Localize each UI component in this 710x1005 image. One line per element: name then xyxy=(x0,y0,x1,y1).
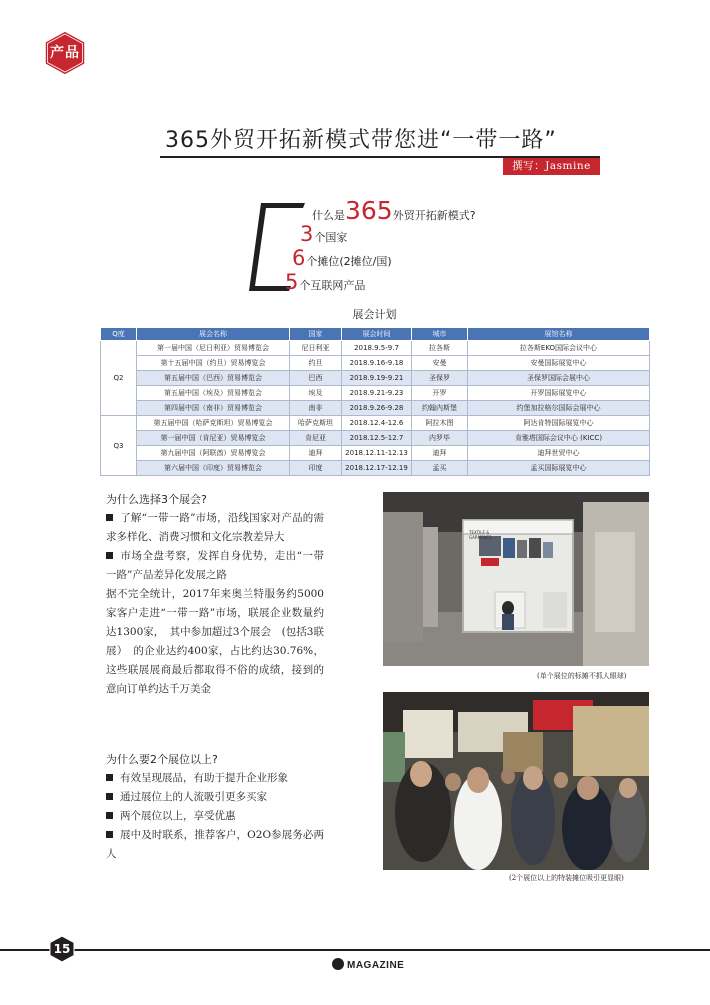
booth-sign-text: TEXTILE & GARMENTS xyxy=(469,530,492,540)
photo-single-booth xyxy=(383,492,649,666)
stat-booths-number: 6 xyxy=(292,246,306,270)
table-cell: 第五届中国（哈萨克斯坦）贸易博览会 xyxy=(137,416,290,431)
stat-question xyxy=(312,196,476,225)
table-caption: 展会计划 xyxy=(352,308,397,321)
column-header: 国家 xyxy=(290,328,342,341)
table-cell: 迪拜 xyxy=(290,446,342,461)
table-cell: 2018.12.17-12.19 xyxy=(342,461,412,476)
column-header: 展馆名称 xyxy=(468,328,650,341)
table-row xyxy=(101,371,650,386)
table-cell: 2018.9.26-9.28 xyxy=(342,401,412,416)
square-bullet-icon xyxy=(106,514,113,521)
bullet-text: 了解“一带一路”市场，沿线国家对产品的需求多样化、消费习惯和文化宗教差异大 xyxy=(106,512,324,543)
table-header-row xyxy=(101,328,650,341)
booth-photo-illustration xyxy=(383,492,649,666)
crowd-photo-illustration xyxy=(383,692,649,870)
section-heading: 为什么选择3个展会? xyxy=(106,493,207,506)
magazine-logo xyxy=(332,958,404,974)
photo-special-booths xyxy=(383,692,649,870)
table-cell: 肯尼亚 xyxy=(290,431,342,446)
table-row xyxy=(101,386,650,401)
author-tag: 撰写：Jasmine xyxy=(503,158,600,175)
table-cell: 拉各斯EKO国际会议中心 xyxy=(468,341,650,356)
paragraph: 据不完全统计，2017年来奥兰特服务约5000家客户走进“一带一路”市场，联展企业数量约达1300家， 其中参加超过3个展会 (包括3联展） 的企业达约400家，占比约达30.76%，这些联展展商最后都取得不俗的成绩，接到的意向订单约达千万美金 xyxy=(106,588,324,695)
table-cell: 2018.9.19-9.21 xyxy=(342,371,412,386)
table-cell: 印度 xyxy=(290,461,342,476)
column-header: 城市 xyxy=(412,328,468,341)
table-cell: 第四届中国（南非）贸易博览会 xyxy=(137,401,290,416)
table-cell: 2018.12.5-12.7 xyxy=(342,431,412,446)
bullet-text: 通过展位上的人流吸引更多买家 xyxy=(120,791,267,803)
table-cell: 约旦 xyxy=(290,356,342,371)
exhibition-plan-table xyxy=(100,327,650,476)
table-row xyxy=(101,446,650,461)
bullet-item xyxy=(106,826,324,864)
table-cell: 圣保罗国际会展中心 xyxy=(468,371,650,386)
table-cell: 孟买国际展览中心 xyxy=(468,461,650,476)
table-cell: 拉各斯 xyxy=(412,341,468,356)
magazine-name: MAGAZINE xyxy=(347,960,405,971)
bullet-item xyxy=(106,769,324,788)
square-bullet-icon xyxy=(106,793,113,800)
table-row xyxy=(101,401,650,416)
section-badge-label: 产品 xyxy=(50,45,80,61)
stat-products-label: 个互联网产品 xyxy=(299,279,366,292)
bullet-item xyxy=(106,509,324,547)
table-cell: 巴西 xyxy=(290,371,342,386)
table-cell: 第五届中国（埃及）贸易博览会 xyxy=(137,386,290,401)
square-bullet-icon xyxy=(106,831,113,838)
stat-booths-label: 个摊位(2摊位/国) xyxy=(306,255,392,268)
stat-countries xyxy=(300,222,347,246)
stat-question-prefix: 什么是 xyxy=(312,209,345,222)
section-why-two-booths xyxy=(106,750,324,864)
table-row xyxy=(101,461,650,476)
table-cell: 第六届中国（印度）贸易博览会 xyxy=(137,461,290,476)
page-number-badge xyxy=(48,935,76,963)
table-cell: 尼日利亚 xyxy=(290,341,342,356)
stat-question-suffix: 外贸开拓新模式? xyxy=(392,209,476,222)
photo-caption: (2个展位以上的特装摊位吸引更显眼) xyxy=(509,874,624,882)
table-cell: 第十五届中国（约旦）贸易博览会 xyxy=(137,356,290,371)
page-number: 15 xyxy=(53,942,71,956)
table-cell: 2018.12.11-12.13 xyxy=(342,446,412,461)
table-cell: 2018.12.4-12.6 xyxy=(342,416,412,431)
article-title: 365外贸开拓新模式带您进“一带一路” xyxy=(165,128,557,153)
table-cell: 约堡加拉格尔国际会展中心 xyxy=(468,401,650,416)
globe-icon xyxy=(332,958,344,970)
table-cell: 南非 xyxy=(290,401,342,416)
table-cell: 圣保罗 xyxy=(412,371,468,386)
footer-rule xyxy=(0,949,710,951)
table-cell: 安曼 xyxy=(412,356,468,371)
table-cell: 第五届中国（巴西）贸易博览会 xyxy=(137,371,290,386)
table-cell: 第九届中国（阿联酋）贸易博览会 xyxy=(137,446,290,461)
table-cell: 开罗国际展览中心 xyxy=(468,386,650,401)
section-why-three-shows xyxy=(106,490,324,699)
square-bullet-icon xyxy=(106,812,113,819)
stat-products-number: 5 xyxy=(285,270,299,294)
table-cell: 阿达肯特国际展览中心 xyxy=(468,416,650,431)
table-cell: 孟买 xyxy=(412,461,468,476)
bullet-text: 展中及时联系，推荐客户，O2O参展务必两人 xyxy=(106,829,324,860)
table-cell: 迪拜 xyxy=(412,446,468,461)
bullet-item xyxy=(106,547,324,585)
table-cell: 阿拉木图 xyxy=(412,416,468,431)
table-cell: 内罗毕 xyxy=(412,431,468,446)
table-cell: 2018.9.16-9.18 xyxy=(342,356,412,371)
photo-caption: (单个展位的标摊不抓人眼球) xyxy=(537,672,627,680)
table-cell: 哈萨克斯坦 xyxy=(290,416,342,431)
bullet-item xyxy=(106,807,324,826)
square-bullet-icon xyxy=(106,552,113,559)
bullet-text: 市场全盘考察，发挥自身优势，走出“一带一路”产品差异化发展之路 xyxy=(106,550,324,581)
table-cell: 安曼国际展览中心 xyxy=(468,356,650,371)
table-cell: 第一届中国（尼日利亚）贸易博览会 xyxy=(137,341,290,356)
section-badge xyxy=(42,30,88,76)
bullet-text: 两个展位以上，享受优惠 xyxy=(120,810,236,822)
square-bullet-icon xyxy=(106,774,113,781)
stat-question-number: 365 xyxy=(345,196,393,225)
bullet-text: 有效呈现展品，有助于提升企业形象 xyxy=(120,772,288,784)
table-cell: 2018.9.21-9.23 xyxy=(342,386,412,401)
bullet-item xyxy=(106,788,324,807)
stat-products xyxy=(285,270,365,294)
quarter-cell: Q3 xyxy=(101,416,137,476)
table-cell: 2018.9.5-9.7 xyxy=(342,341,412,356)
stat-countries-number: 3 xyxy=(300,222,314,246)
table-row xyxy=(101,356,650,371)
column-header: 展会名称 xyxy=(137,328,290,341)
stat-countries-label: 个国家 xyxy=(314,231,348,244)
column-header: Q度 xyxy=(101,328,137,341)
section-heading: 为什么要2个展位以上? xyxy=(106,753,218,766)
table-row xyxy=(101,341,650,356)
quarter-cell: Q2 xyxy=(101,341,137,416)
table-cell: 第一届中国（肯尼亚）贸易博览会 xyxy=(137,431,290,446)
table-row xyxy=(101,416,650,431)
table-cell: 迪拜世贸中心 xyxy=(468,446,650,461)
table-cell: 埃及 xyxy=(290,386,342,401)
table-cell: 约翰内斯堡 xyxy=(412,401,468,416)
table-cell: 开罗 xyxy=(412,386,468,401)
table-cell: 肯雅塔国际会议中心 (KICC) xyxy=(468,431,650,446)
stat-booths xyxy=(292,246,392,270)
column-header: 展会时间 xyxy=(342,328,412,341)
table-row xyxy=(101,431,650,446)
